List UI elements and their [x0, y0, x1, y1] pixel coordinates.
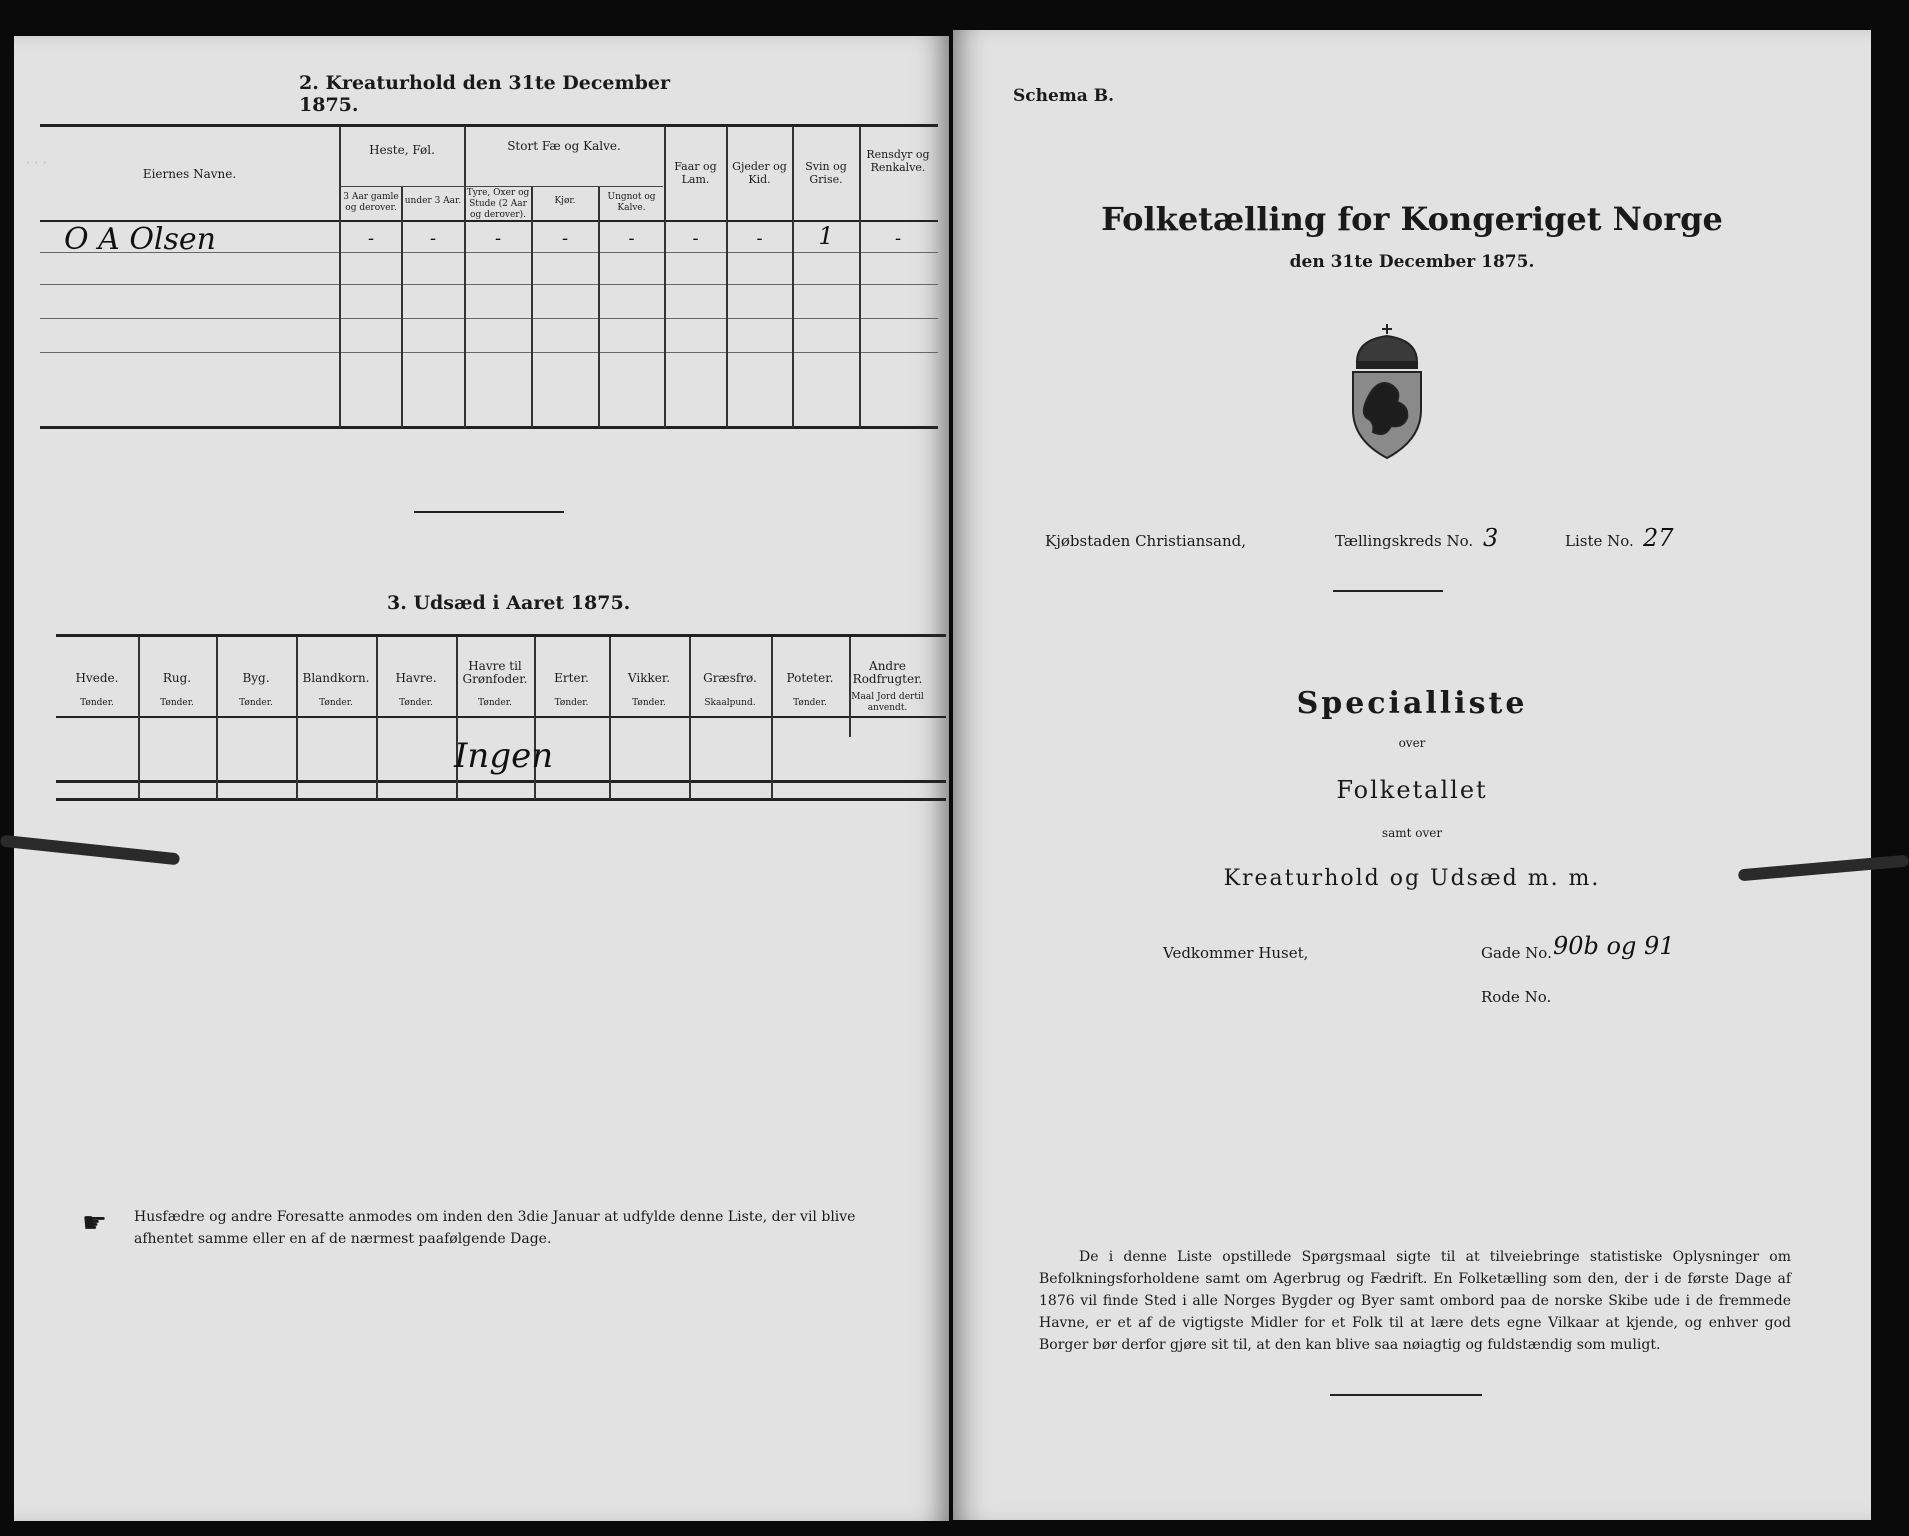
table1-top-rule — [40, 124, 938, 127]
col-divider — [296, 637, 298, 799]
liste-value: 27 — [1643, 524, 1674, 552]
table2-header-unit: Tønder. — [399, 698, 433, 708]
table2-header-name: Rug. — [162, 671, 192, 685]
gade-value: 90b og 91 — [1553, 932, 1675, 960]
table2-header-name: Græsfrø. — [703, 671, 757, 685]
subheader-rule — [341, 186, 663, 187]
table2-header-name: Andre Rodfrugter. — [852, 659, 923, 686]
bottom-separator — [1330, 1394, 1482, 1396]
cell: - — [628, 228, 635, 249]
table2-header-name: Byg. — [242, 671, 270, 685]
col-divider — [464, 126, 466, 428]
table2-header-unit: Tønder. — [80, 698, 114, 708]
folketallet-heading: Folketallet — [1336, 776, 1488, 804]
main-title: Folketælling for Kongeriget Norge — [1101, 200, 1723, 238]
row-line — [40, 284, 938, 285]
table2-header-unit: Tønder. — [319, 698, 353, 708]
liste-label: Liste No. — [1565, 532, 1634, 550]
table2-header-name: Havre. — [395, 671, 437, 685]
table2-header-unit: Tønder. — [793, 698, 827, 708]
col-divider — [598, 186, 600, 428]
left-page: 2. Kreaturhold den 31te December 1875. Eiernes Navne. Heste, Føl. 3 Aar gamle og derover. under 3 Aar. Stort Fæ og Kalve. Tyre, Oxer og Stude (2 Aar og derover). Kjør. Ungnot og Kalve. Faar og Lam. Gjeder og Kid. Svin og Grise. Rensdyr og Renkalve. O A Olsen - - - - - - - 1 - 3. Udsæd i Aaret 1875. Hvede. Tønder. Rug. Tønder. Byg. Tønder. Blandkorn. Tønder. Havre. Tønder. Havre til Grønfoder. Tønder. Erter. Tønder. Vikker. Tønder. Græsfrø. Skaalpund. Poteter. Tønder. Andre Rodfrugter. Maal Jord dertil anvendt. Ingen ☛ Husfædre og andre Foresatte anmodes om inden den 3die Januar at udfylde denne Liste, der vil blive afhentet samme eller en af de nærmest paafølgende Dage. · · · — [14, 36, 949, 1521]
gade-label: Gade No. — [1481, 944, 1552, 962]
table2-bottom-rule — [56, 798, 946, 801]
cell: - — [756, 228, 763, 249]
table2-header-unit: Skaalpund. — [704, 698, 756, 708]
cell: 1 — [818, 222, 834, 250]
cell: - — [692, 228, 699, 249]
samt-over-text: samt over — [1381, 826, 1443, 840]
header-owner: Eiernes Navne. — [142, 167, 237, 181]
col-divider — [376, 637, 378, 799]
cell: - — [561, 228, 569, 249]
separator-line — [414, 511, 564, 513]
kreds-label: Tællingskreds No. — [1335, 532, 1474, 550]
table2-top-rule — [56, 634, 946, 637]
table2-header-rule — [56, 716, 946, 718]
section3-title: 3. Udsæd i Aaret 1875. — [387, 592, 631, 614]
col-divider — [531, 186, 533, 428]
table2-header-name: Hvede. — [75, 671, 119, 685]
pointing-hand-icon: ☛ — [82, 1206, 108, 1239]
col-divider — [771, 637, 773, 799]
owner-name-handwritten: O A Olsen — [64, 222, 216, 257]
row-line — [40, 352, 938, 353]
cell: - — [367, 228, 375, 249]
header-cattle: Stort Fæ og Kalve. — [507, 139, 621, 153]
cell: - — [894, 228, 902, 249]
col-divider — [216, 637, 218, 799]
kreds-value: 3 — [1483, 524, 1499, 552]
header-cattle-sub2: Kjør. — [554, 196, 576, 206]
header-pigs: Svin og Grise. — [805, 160, 847, 186]
table1-bottom-rule — [40, 426, 938, 429]
header-horses-sub2: under 3 Aar. — [404, 196, 462, 206]
header-goats: Gjeder og Kid. — [732, 160, 787, 186]
header-cattle-sub3: Ungnot og Kalve. — [607, 192, 656, 213]
rode-label: Rode No. — [1481, 988, 1552, 1006]
over-text: over — [1398, 736, 1426, 750]
schema-label: Schema B. — [1013, 86, 1115, 106]
col-divider — [849, 637, 851, 737]
header-cattle-sub1: Tyre, Oxer og Stude (2 Aar og derover). — [466, 188, 530, 220]
header-horses-sub1: 3 Aar gamle og derover. — [343, 192, 399, 213]
header-sheep: Faar og Lam. — [674, 160, 717, 186]
table2-header-name: Blandkorn. — [302, 671, 370, 685]
table2-header-name: Erter. — [554, 671, 589, 685]
info-paragraph: De i denne Liste opstillede Spørgsmaal sigte til at tilveiebringe statistiske Oplysninger om Befolkningsforholdene samt om Agerbrug og Fædrift. En Folketælling som den, der i de første Dage af 1876 vil finde Sted i alle Norges Bygder og Byer samt ombord paa de norske Skibe ude i de fremmede Havne, er et af de vigtigste Midler for et Folk til at lære dets egne Vilkaar at kjende, og enhver god Borger bør derfor gjøre sit til, at den kan blive saa nøiagtig og fuldstændig som muligt. — [1039, 1249, 1791, 1353]
handwritten-ingen: Ingen — [454, 736, 554, 776]
kreaturhold-heading: Kreaturhold og Udsæd m. m. — [1223, 866, 1601, 891]
col-divider — [401, 186, 403, 428]
table2-header-unit: Tønder. — [632, 698, 666, 708]
coat-of-arms-icon — [1343, 322, 1431, 462]
cell: - — [494, 228, 502, 249]
table2-header-unit: Tønder. — [239, 698, 273, 708]
table2-header-name: Vikker. — [627, 671, 671, 685]
table2-header-name: Havre til Grønfoder. — [462, 659, 528, 686]
table2-header-unit: Tønder. — [554, 698, 589, 708]
notice-text: Husfædre og andre Foresatte anmodes om inden den 3die Januar at udfylde denne Liste, der vil blive afhentet samme eller en af de nærmest paafølgende Dage. — [134, 1209, 856, 1247]
col-divider — [689, 637, 691, 799]
right-page — [953, 30, 1871, 1520]
vedkommer-label: Vedkommer Huset, — [1163, 944, 1309, 962]
row-line — [40, 318, 938, 319]
section2-title: 2. Kreaturhold den 31te December 1875. — [299, 72, 671, 116]
header-reindeer: Rensdyr og Renkalve. — [866, 148, 930, 174]
table2-header-unit: Tønder. — [478, 698, 512, 708]
table2-header-unit: Maal Jord dertil anvendt. — [851, 692, 924, 713]
cell: - — [429, 228, 437, 249]
col-divider — [339, 126, 341, 428]
header-horses: Heste, Føl. — [369, 143, 435, 157]
kjobstaden-label: Kjøbstaden Christiansand, — [1045, 532, 1246, 550]
subtitle: den 31te December 1875. — [1289, 252, 1535, 272]
col-divider — [609, 637, 611, 799]
table2-mid-rule — [56, 780, 946, 783]
table2-header-unit: Tønder. — [160, 698, 194, 708]
col-divider — [138, 637, 140, 799]
specialliste-heading: Specialliste — [1296, 686, 1528, 721]
table2-header-name: Poteter. — [786, 671, 834, 685]
separator-line — [1333, 590, 1443, 592]
